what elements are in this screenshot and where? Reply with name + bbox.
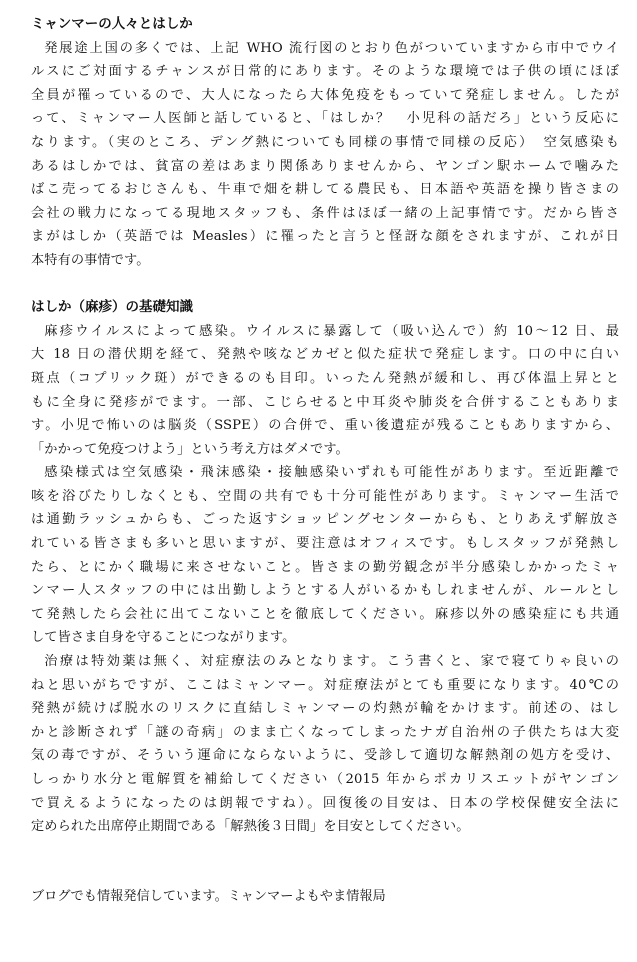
text-line: で買えるようになったのは朗報ですね）。回復後の目安は、日本の学校保健安全法に (31, 795, 619, 811)
text-line: 感染様式は空気感染・飛沫感染・接触感染いずれも可能性があります。至近距離で (44, 465, 619, 481)
text-line: は通勤ラッシュからも、ごった返すショッピングセンターからも、とりあえず解放さ (31, 512, 619, 528)
text-line: ンマー人スタッフの中には出勤しようとする人がいるかもしれませんが、ルールとし (31, 583, 619, 599)
spacer (31, 273, 619, 297)
text-line: 定められた出席停止期間である「解熱後３日間」を目安としてください。 (31, 819, 470, 835)
text-line: 全員が罹っているので、大人になったら大体免疫をもっていて発症しません。したが (31, 87, 619, 103)
text-line: れている皆さまも多いと思いますが、要注意はオフィスです。もしスタッフが発熱し (31, 536, 619, 552)
paragraph-treatment (31, 650, 619, 839)
text-line: す。小児で怖いのは脳炎（SSPE）の合併で、重い後遺症が残ることもありますから、 (31, 418, 619, 434)
text-line: 会社の戦力になってる現地スタッフも、条件はほぼ一緒の上記事情です。だから皆さ (31, 205, 619, 221)
text-line: なります。（実のところ、デング熱についても同様の事情で同様の反応） 空気感染も (31, 134, 619, 150)
text-line: しっかり水分と電解質を補給してください（2015 年からポカリスエットがヤンゴン (31, 772, 619, 787)
text-line: して皆さま自身を守ることにつながります。 (31, 630, 296, 646)
text-line: もに全身に発疹がでます。一部、こじらせると中耳炎や肺炎を合併することもありま (31, 394, 619, 410)
text-line: たら、とにかく職場に来させないこと。皆さまの勤労観念が半分感染しかかったミャ (31, 559, 619, 575)
spacer (31, 839, 619, 885)
document-page (31, 13, 619, 908)
text-line: 咳を浴びたりしなくとも、空間の共有でも十分可能性があります。ミャンマー生活で (31, 488, 619, 504)
text-line: て発熱したら会社に出てこないことを徹底してください。麻疹以外の感染症にも共通 (31, 606, 619, 622)
text-line: 発熱が続けば脱水のリスクに直結しミャンマーの灼熱が輪をかけます。前述の、はし (31, 701, 619, 717)
text-line: 「かかって免疫つけよう」という考え方はダメです。 (31, 441, 349, 457)
text-line: 麻疹ウイルスによって感染。ウイルスに暴露して（吸い込んで）約 10〜12 日、最 (44, 323, 619, 339)
section-heading-myanmar-measles: ミャンマーの人々とはしか (31, 16, 193, 32)
text-line: あるはしかでは、貧富の差はあまり関係ありませんから、ヤンゴン駅ホームで噛みた (31, 158, 619, 174)
text-line: まがはしか（英語では Measles）に罹ったと言うと怪訝な顔をされますが、これが日 (31, 229, 619, 245)
paragraph-myanmar-measles (31, 37, 619, 273)
text-line: かと診断されず「謎の奇病」のまま亡くなってしまったナガ自治州の子供たちは大変 (31, 724, 619, 740)
text-line: 治療は特効薬は無く、対症療法のみとなります。こう書くと、家で寝てりゃ良いの (44, 654, 619, 670)
text-line: 発展途上国の多くでは、上記 WHO 流行図のとおり色がついていますから市中でウイ (44, 40, 619, 56)
paragraph-transmission (31, 461, 619, 650)
blog-footer-note: ブログでも情報発信しています。ミャンマーよもやま情報局 (31, 888, 386, 904)
text-line: ルスにご対面するチャンスが日常的にあります。そのような環境では子供の頃にほぼ (31, 64, 619, 80)
text-line: 大 18 日の潜伏期を経て、発熱や咳などカゼと似た症状で発症します。口の中に白い (31, 347, 619, 363)
text-line: ばこ売ってるおじさんも、牛車で畑を耕してる農民も、日本語や英語を操り皆さまの (31, 182, 619, 198)
text-line: って、ミャンマー人医師と話していると、「はしか？ 小児科の話だろ」という反応に (31, 111, 619, 127)
section-heading-measles-basics: はしか（麻疹）の基礎知識 (31, 299, 193, 316)
text-line: ねと思いがちですが、ここはミャンマー。対症療法がとても重要になります。40℃の (31, 677, 619, 693)
text-line: 気の毒ですが、そういう運命にならないように、受診して適切な解熱剤の処方を受け、 (31, 748, 619, 764)
paragraph-infection (31, 320, 619, 462)
text-line: 本特有の事情です。 (31, 252, 150, 268)
text-line: 斑点（コプリック斑）ができるのも目印。いったん発熱が緩和し、再び体温上昇とと (31, 370, 619, 386)
